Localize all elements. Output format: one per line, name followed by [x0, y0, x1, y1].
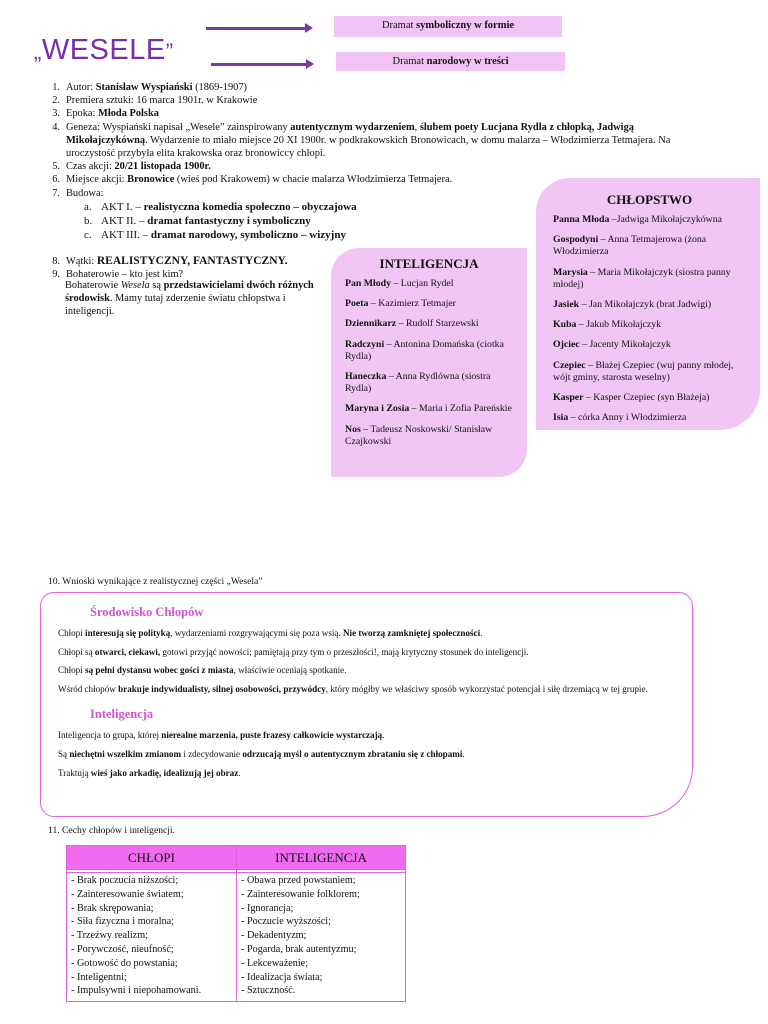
character-entry: Kuba – Jakub Mikołajczyk	[553, 319, 662, 331]
arrow-to-national	[211, 63, 307, 66]
conclusion-paragraph: Chłopi interesują się polityką, wydarzeniami rozgrywającymi się poza wsią. Nie tworzą zamkniętej społeczności.	[58, 628, 483, 638]
intelligentsia-heading: INTELIGENCJA	[379, 256, 479, 271]
act-item: a. AKT I. – realistyczna komedia społeczno – obyczajowa	[84, 200, 357, 213]
character-entry: Czepiec – Błażej Czepiec (wuj panny młodej, wójt gminy, starosta weselny)	[553, 359, 734, 383]
conclusions-box	[40, 592, 693, 817]
list-item-time: 5. Czas akcji: 20/21 listopada 1900r.	[52, 161, 211, 173]
character-entry: Radczyni – Antonina Domańska (ciotka Rydla)	[345, 338, 504, 362]
intelligentsia-subheading: Inteligencja	[90, 707, 154, 722]
conclusion-paragraph: Inteligencja to grupa, której nierealne marzenia, puste frazesy całkowicie wystarczają.	[58, 730, 385, 741]
character-entry: Ojciec – Jacenty Mikołajczyk	[553, 339, 671, 351]
character-entry: Maryna i Zosia – Maria i Zofia Pareńskie	[345, 403, 512, 415]
character-entry: Panna Młoda –Jadwiga Mikołajczykówna	[553, 214, 722, 225]
intelligentsia-traits-cell: - Obawa przed powstaniem; - Zainteresowanie folklorem; - Ignorancja; - Poczucie wyższości; - Dekadentyzm; - Pogarda, brak autentyzmu; - Lekceważenie; - Idealizacja świata; - Sztuczność.	[237, 873, 406, 1002]
page-title: „WESELE”	[34, 34, 174, 66]
act-item: c. AKT III. – dramat narodowy, symboliczno – wizyjny	[84, 228, 346, 241]
list-item-premiere: 2. Premiera sztuki: 16 marca 1901r. w Krakowie	[52, 95, 258, 107]
list-item-author: 1. Autor: Stanisław Wyspiański (1869-1907)	[52, 82, 248, 93]
national-content-tag: Dramat narodowy w treści	[336, 52, 565, 71]
character-entry: Nos – Tadeusz Noskowski/ Stanisław Czajkowski	[345, 423, 493, 447]
character-entry: Gospodyni – Anna Tetmajerowa (żona Włodzimierza	[553, 234, 707, 258]
conclusion-paragraph: Wśród chłopów brakuje indywidualisty, silnej osobowości, przywódcy, który mógłby we właściwy sposób wykorzystać potencjał i siłę drzemiącą w tej grupie.	[58, 683, 648, 694]
character-entry: Jasiek – Jan Mikołajczyk (brat Jadwigi)	[553, 299, 712, 311]
act-item: b. AKT II. – dramat fantastyczny i symboliczny	[84, 214, 311, 227]
column-header-peasants: CHŁOPI	[67, 846, 237, 870]
character-entry: Dziennikarz – Rudolf Starzewski	[345, 318, 479, 330]
peasant-traits-cell: - Brak poczucia niższości; - Zainteresowanie światem; - Brak skrępowania; - Siła fizyczna i moralna; - Trzeźwy realizm; - Porywczość, nieufność; - Gotowość do powstania; - Inteligentni; - Impulsywni i niepohamowani.	[67, 873, 237, 1002]
intelligentsia-card	[331, 248, 527, 477]
conclusion-paragraph: Traktują wieś jako arkadię, idealizują jej obraz.	[58, 767, 241, 778]
list-item-genesis: 4. Geneza: Wyspiański napisał „Wesele” zainspirowany autentycznym wydarzeniem, ślubem poety Lucjana Rydla z chłopką, Jadwigą Mikołajczykówną. Wydarzenie to miało miejsce 20 XI 1900r. w podkrakowskich Bronowicach, w domu malarza – Włodzimierza Tetmajera. Na uroczystość przybyła elita krakowska oraz bronowiccy chłopi.	[52, 121, 671, 160]
heroes-description: Bohaterowie Wesela są przedstawicielami dwóch różnych środowisk. Mamy tutaj zderzenie światu chłopstwa i inteligencji.	[65, 280, 314, 318]
peasants-subheading: Środowisko Chłopów	[90, 605, 204, 619]
list-item-epoch: 3. Epoka: Młoda Polska	[52, 108, 159, 120]
list-item-threads: 8. Wątki: REALISTYCZNY, FANTASTYCZNY.	[52, 255, 288, 267]
list-item-structure: 7. Budowa:	[52, 187, 104, 199]
list-item-heroes: 9. Bohaterowie – kto jest kim?	[52, 269, 184, 281]
character-entry: Isia – córka Anny i Włodzimierza	[553, 412, 687, 424]
character-entry: Haneczka – Anna Rydlówna (siostra Rydla)	[345, 371, 491, 395]
table-row	[67, 873, 406, 1002]
character-entry: Pan Młody – Lucjan Rydel	[345, 278, 454, 289]
traits-table	[66, 845, 406, 1002]
threads-list	[44, 255, 344, 281]
traits-label: 11. Cechy chłopów i inteligencji.	[48, 825, 175, 836]
list-item-place: 6. Miejsce akcji: Bronowice (wieś pod Krakowem) w chacie malarza Włodzimierza Tetmajera.	[52, 174, 453, 186]
conclusions-label: 10. Wnioski wynikające z realistycznej części „Wesela”	[48, 576, 263, 587]
character-entry: Kasper – Kasper Czepiec (syn Błażeja)	[553, 392, 710, 404]
conclusion-paragraph: Chłopi są otwarci, ciekawi, gotowi przyjąć nowości; pamiętają przy tym o przeszłości!, mają krytyczny stosunek do inteligencji.	[58, 646, 529, 657]
arrow-to-symbolic	[206, 27, 306, 30]
symbolic-form-tag: Dramat symboliczny w formie	[334, 16, 562, 37]
peasantry-heading: CHŁOPSTWO	[606, 192, 693, 207]
conclusion-paragraph: Są niechętni wszelkim zmianom i zdecydowanie odrzucają myśl o autentycznym zbrataniu się z chłopami.	[58, 748, 465, 759]
character-entry: Poeta – Kazimierz Tetmajer	[345, 298, 456, 310]
column-header-intelligentsia: INTELIGENCJA	[237, 846, 406, 870]
character-entry: Marysia – Maria Mikołajczyk (siostra panny młodej)	[553, 266, 731, 290]
conclusion-paragraph: Chłopi są pełni dystansu wobec gości z miasta, właściwie oceniają spotkanie.	[58, 665, 347, 676]
peasantry-card	[536, 178, 760, 430]
